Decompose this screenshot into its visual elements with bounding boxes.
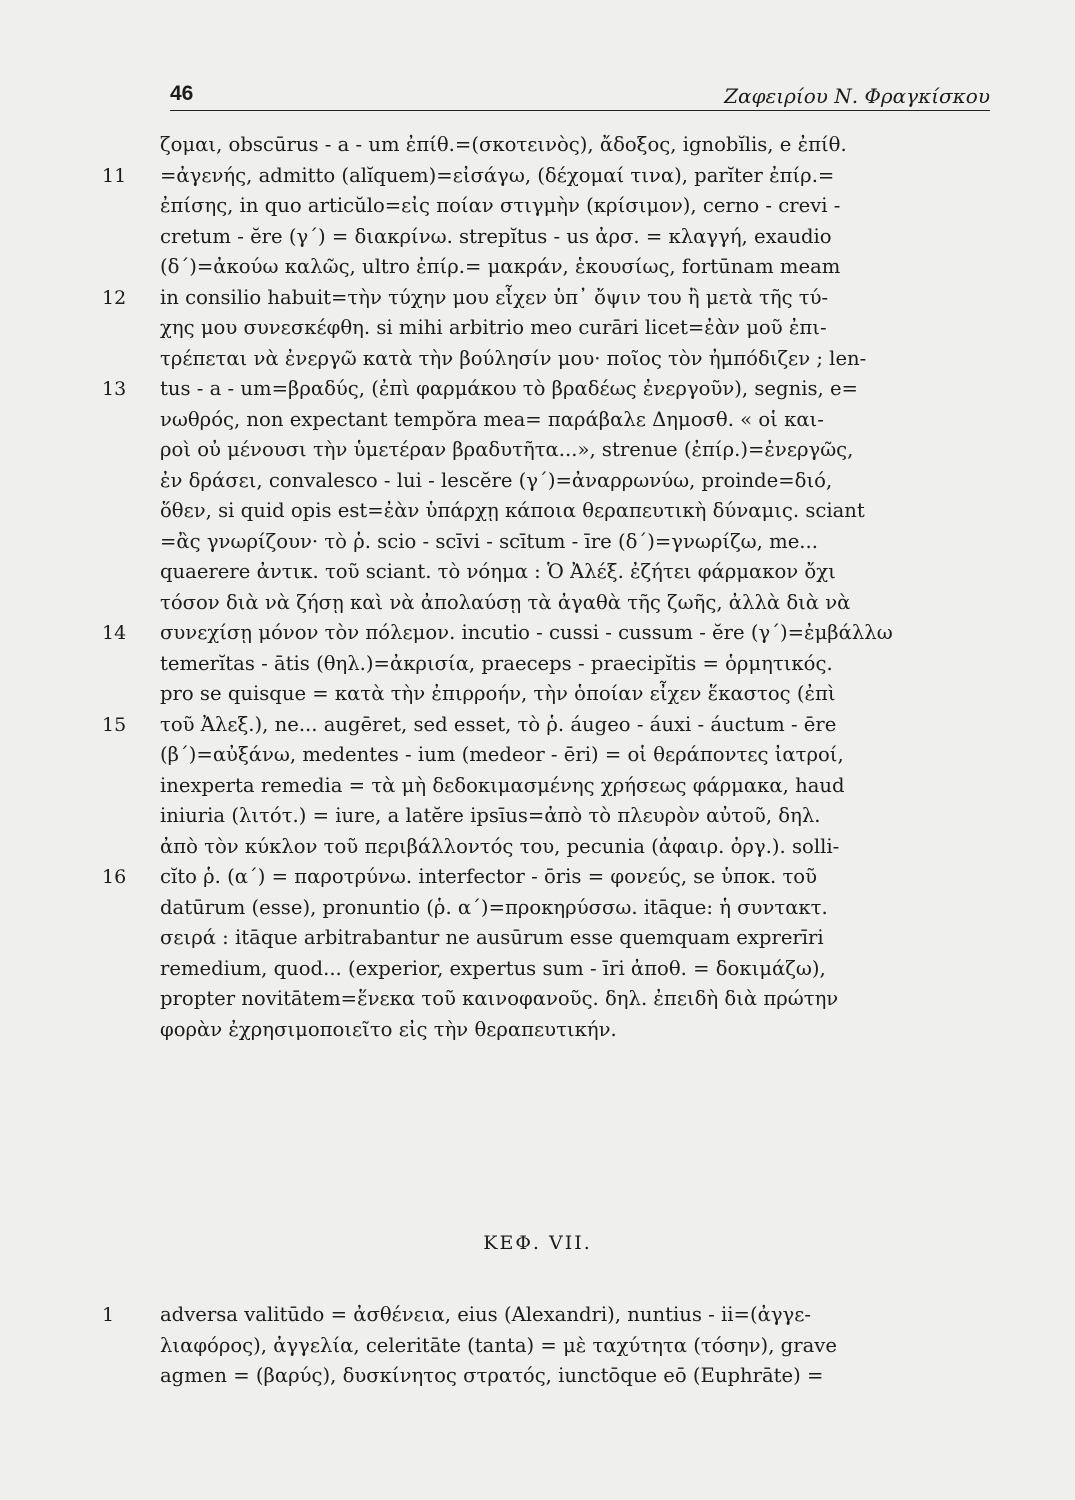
line-text: ζομαι, obscūrus - a - um ἐπίθ.=(σκοτεινὸς), ἄδοξος, ignobĭlis, e ἐπίθ. <box>160 133 847 156</box>
line-text: propter novitātem=ἕνεκα τοῦ καινοφανοῦς. δηλ. ἐπειδὴ διὰ πρώτην <box>160 987 839 1010</box>
text-line <box>160 222 990 253</box>
line-text: quaerere ἀντικ. τοῦ sciant. τὸ νόημα : Ὁ Ἀλέξ. ἐζήτει φάρμακον ὄχι <box>160 560 836 583</box>
text-line <box>102 862 990 893</box>
text-line <box>160 1015 990 1046</box>
text-line <box>102 374 990 405</box>
line-number: 16 <box>102 866 127 888</box>
line-text: σειρά : itāque arbitrabantur ne ausūrum esse quemquam exprerīri <box>160 926 824 949</box>
line-text: νωθρός, non expectant tempŏra mea= παράβαλε Δημοσθ. « οἱ και- <box>160 407 824 431</box>
text-line <box>102 1300 990 1331</box>
header-rule <box>170 110 990 111</box>
line-text: ἀπὸ τὸν κύκλον τοῦ περιβάλλοντός του, pecunia (ἀφαιρ. ὀργ.). solli- <box>160 834 840 858</box>
text-line <box>160 588 990 619</box>
line-text: (δ΄)=ἀκούω καλῶς, ultro ἐπίρ.= μακράν, ἑκουσίως, fortūnam meam <box>160 255 841 278</box>
text-line <box>160 435 990 466</box>
text-line <box>160 893 990 924</box>
line-text: ἐν δράσει, convalesco - lui - lescĕre (γ΄)=ἀναρρωνύω, proinde=διό, <box>160 468 833 492</box>
text-line <box>160 1331 990 1362</box>
line-text: cĭto ῥ. (α΄) = παροτρύνω. interfector - ōris = φονεύς, se ὑποκ. τοῦ <box>160 865 817 888</box>
text-line <box>160 466 990 497</box>
line-text: τόσον διὰ νὰ ζήσῃ καὶ νὰ ἀπολαύσῃ τὰ ἀγαθὰ τῆς ζωῆς, ἀλλὰ διὰ νὰ <box>160 590 851 614</box>
line-text: agmen = (βαρύς), δυσκίνητος στρατός, iunctōque eō (Euphrāte) = <box>160 1364 824 1387</box>
text-line <box>160 191 990 222</box>
text-line <box>160 771 990 802</box>
line-number: 13 <box>102 378 127 400</box>
text-line <box>160 740 990 771</box>
chapter-text <box>102 1300 990 1392</box>
text-line <box>160 984 990 1015</box>
text-line <box>102 161 990 192</box>
text-line <box>160 679 990 710</box>
text-line <box>160 130 990 161</box>
text-line <box>160 801 990 832</box>
line-text: λιαφόρος), ἀγγελία, celeritāte (tanta) = μὲ ταχύτητα (τόσην), grave <box>160 1333 837 1357</box>
line-text: συνεχίσῃ μόνον τὸν πόλεμον. incutio - cussi - cussum - ĕre (γ΄)=ἐμβάλλω <box>160 621 893 644</box>
line-number: 15 <box>102 713 127 736</box>
text-line <box>160 923 990 954</box>
line-number: 14 <box>102 622 127 644</box>
line-text: (β΄)=αὐξάνω, medentes - ium (medeor - ēri) = οἱ θεράποντες ἰατροί, <box>160 743 844 766</box>
line-text: remedium, quod... (experior, expertus sum - īri ἀποθ. = δοκιμάζω), <box>160 956 826 980</box>
line-text: temerĭtas - ātis (θηλ.)=ἀκρισία, praeceps - praecipĭtis = ὁρμητικός. <box>160 651 833 675</box>
line-text: ὅθεν, si quid opis est=ἐὰν ὑπάρχῃ κάποια θεραπευτικὴ δύναμις. sciant <box>160 499 865 522</box>
running-title: Ζαφειρίου Ν. Φραγκίσκου <box>724 84 990 108</box>
line-text: in consilio habuit=τὴν τύχην μου εἶχεν ὑπ᾽ ὄψιν του ἢ μετὰ τῆς τύ- <box>160 285 829 309</box>
text-line <box>160 1361 990 1392</box>
line-text: tus - a - um=βραδύς, (ἐπὶ φαρμάκου τὸ βραδέως ἐνεργοῦν), segnis, e= <box>160 377 858 400</box>
chapter-heading: ΚΕΦ. VII. <box>483 1232 592 1254</box>
text-line <box>160 954 990 985</box>
text-line <box>102 710 990 741</box>
line-text: pro se quisque = κατὰ τὴν ἐπιρροήν, τὴν ὁποίαν εἶχεν ἕκαστος (ἐπὶ <box>160 682 836 705</box>
text-line <box>160 313 990 344</box>
line-text: φορὰν ἐχρησιμοποιεῖτο εἰς τὴν θεραπευτικήν. <box>160 1017 617 1041</box>
line-text: τρέπεται νὰ ἐνεργῶ κατὰ τὴν βούλησίν μου· ποῖος τὸν ἠμπόδιζεν ; len- <box>160 346 867 370</box>
line-text: =ἂς γνωρίζουν· τὸ ῥ. scio - scīvi - scītum - īre (δ΄)=γνωρίζω, me... <box>160 529 818 553</box>
line-text: cretum - ĕre (γ΄) = διακρίνω. strepĭtus - us ἀρσ. = κλαγγή, exaudio <box>160 224 832 248</box>
line-text: τοῦ Ἀλεξ.), ne... augēret, sed esset, τὸ ῥ. áugeo - áuxi - áuctum - ēre <box>160 712 837 736</box>
page-number: 46 <box>170 82 194 105</box>
line-number: 11 <box>102 164 127 187</box>
line-text: ροὶ οὐ μένουσι τὴν ὑμετέραν βραδυτῆτα...», strenue (ἐπίρ.)=ἐνεργῶς, <box>160 438 854 461</box>
body-text <box>102 130 990 1045</box>
text-line <box>102 283 990 314</box>
text-line <box>160 496 990 527</box>
text-line <box>102 618 990 649</box>
line-text: =ἀγενής, admitto (alĭquem)=εἰσάγω, (δέχομαί τινα), parĭter ἐπίρ.= <box>160 163 835 187</box>
text-line <box>160 527 990 558</box>
line-text: adversa valitūdo = ἀσθένεια, eius (Alexandri), nuntius - ii=(ἀγγε- <box>160 1303 812 1326</box>
line-text: iniuria (λιτότ.) = iure, a latĕre ipsīus=ἀπὸ τὸ πλευρὸν αὐτοῦ, δηλ. <box>160 804 821 827</box>
page-header <box>170 72 990 112</box>
line-number: 12 <box>102 286 127 309</box>
text-line <box>160 344 990 375</box>
text-line <box>160 557 990 588</box>
text-line <box>160 832 990 863</box>
line-text: ἐπίσης, in quo articŭlo=εἰς ποίαν στιγμὴν (κρίσιμον), cerno - crevi - <box>160 194 841 217</box>
text-line <box>160 252 990 283</box>
line-text: inexperta remedia = τὰ μὴ δεδοκιμασμένης χρήσεως φάρμακα, haud <box>160 773 845 797</box>
line-text: datūrum (esse), pronuntio (ῥ. α΄)=προκηρύσσω. itāque: ἡ συντακτ. <box>160 895 828 919</box>
text-line <box>160 405 990 436</box>
line-text: χης μου συνεσκέφθη. si mihi arbitrio meo curāri licet=ἐὰν μοῦ ἐπι- <box>160 316 827 339</box>
text-line <box>160 649 990 680</box>
line-number: 1 <box>102 1304 115 1326</box>
